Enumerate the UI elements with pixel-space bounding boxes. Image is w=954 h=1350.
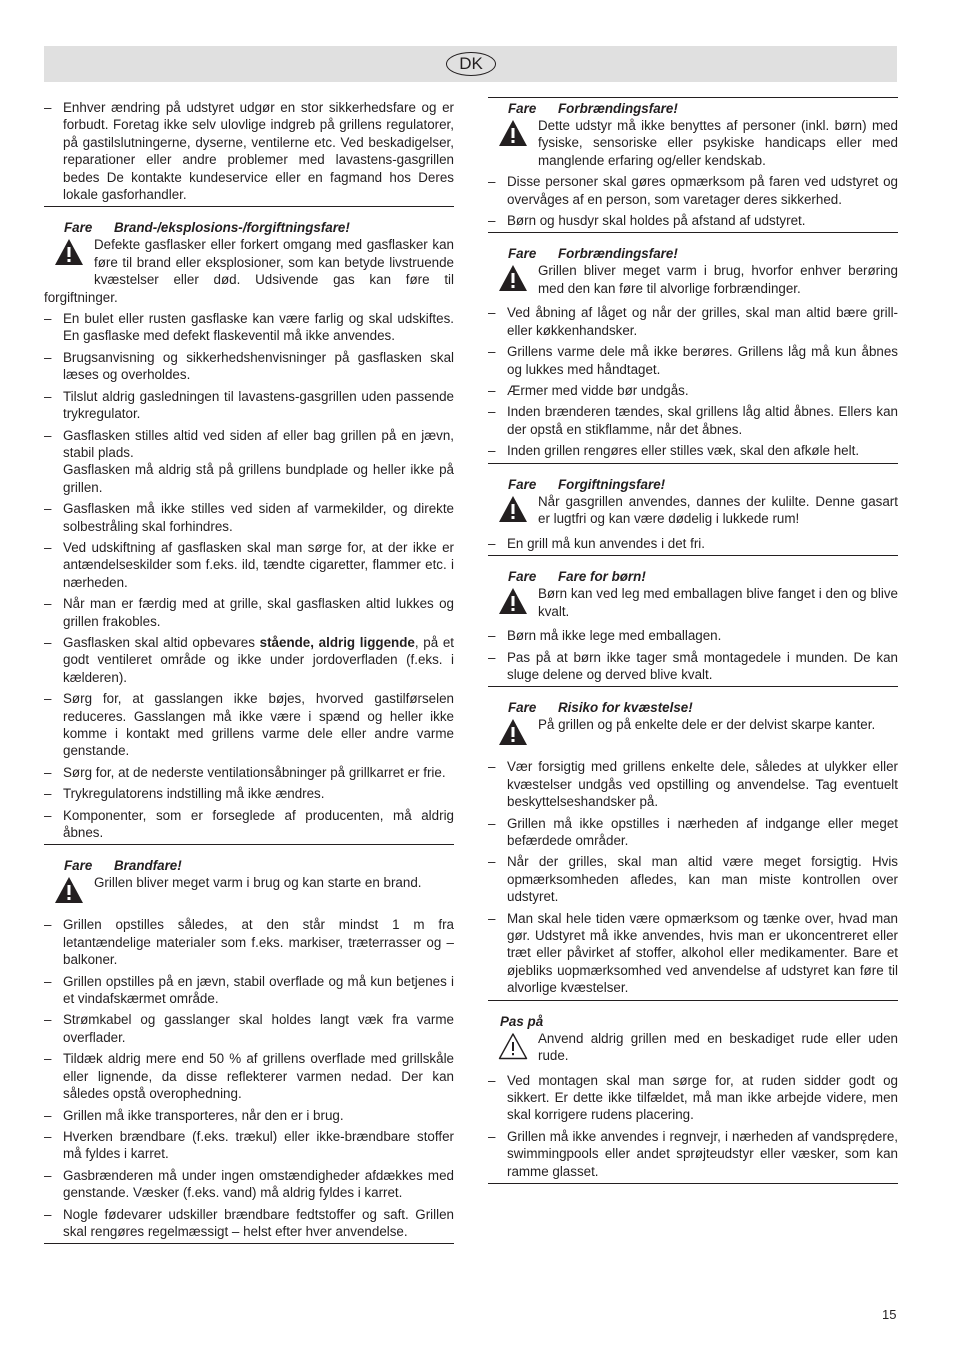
- warning-title: Forgiftningsfare!: [558, 476, 666, 492]
- warning-title: Fare for børn!: [558, 569, 646, 585]
- warning-block: [488, 476, 898, 531]
- warning-block: [488, 245, 898, 300]
- warning-label: Fare: [508, 569, 537, 585]
- list-item: – Ved åbning af låget og når der grilles, skal man altid bære grill- eller køkkenhandsker.: [488, 305, 898, 338]
- warning-label: Fare: [508, 246, 537, 262]
- list-item: – Komponenter, som er forseglede af producenten, må aldrig åbnes.: [44, 807, 454, 846]
- list-item: – Strømkabel og gasslanger skal holdes langt væk fra varme overflader.: [44, 1012, 454, 1045]
- list-item: – Når man er færdig med at grille, skal gasflasken altid lukkes og grillen frakobles.: [44, 596, 454, 629]
- list-item: – Inden grillen rengøres eller stilles væk, skal den afkøle helt.: [488, 442, 898, 463]
- warning-text: Grillen bliver meget varm i brug og kan starte en brand.: [94, 875, 422, 891]
- warning-block: [44, 857, 454, 912]
- list-item: – Ærmer med vidde bør undgås.: [488, 383, 689, 399]
- warning-title: Brand-/eksplosions-/forgiftningsfare!: [114, 220, 350, 236]
- warning-text: Dette udstyr må ikke benyttes af personer (inkl. børn) med fysiske, sensoriske eller psykiske handicaps eller med manglende erfaring og/eller kendskab.: [538, 118, 898, 168]
- caution-block: [488, 1013, 898, 1068]
- warning-triangle-icon: [488, 716, 538, 754]
- caution-triangle-icon: [488, 1030, 538, 1068]
- warning-triangle-icon: [488, 585, 538, 623]
- list-item: – Sørg for, at de nederste ventilationsåbninger på grillkarret er frie.: [44, 764, 446, 780]
- warning-label: Fare: [64, 220, 93, 236]
- list-item: – Gasflasken må ikke stilles ved siden af varmekilder, og direkte solbestråling skal forhindres.: [44, 501, 454, 534]
- warning-label: Fare: [508, 101, 537, 116]
- list-item: – Inden brænderen tændes, skal grillens låg altid åbnes. Ellers kan der opstå en stikflamme, når det åbnes.: [488, 404, 898, 437]
- list-item: – Ved udskiftning af gasflasken skal man sørge for, at der ikke er antændelseskilder som f.eks. ild, tændte cigaretter, flammer etc. i nærheden.: [44, 539, 454, 590]
- list-item: – Brugsanvisning og sikkerhedshenvisninger på gasflasken skal læses og overholdes.: [44, 349, 454, 383]
- list-item: – Når der grilles, skal man altid være meget forsigtig. Hvis opmærksomheden afledes, kan man miste kontrollen over udstyret.: [488, 854, 898, 905]
- warning-label: Fare: [508, 476, 537, 492]
- list-item: – Hverken brændbare (f.eks. trækul) eller ikke-brændbare stoffer må fyldes i karret.: [44, 1128, 454, 1162]
- list-item: – Grillens varme dele må ikke berøres. Grillens låg må kun åbnes og lukkes med håndtaget.: [488, 344, 898, 377]
- warning-label: Fare: [508, 700, 537, 716]
- list-item: – Sørg for, at gasslangen ikke bøjes, hvorved gastilførselen reduceres. Gasslangen må ikke være i spænd og heller ikke komme i kontakt med grillens varme dele eller andre varme genstande.: [44, 691, 454, 759]
- list-item: – Vær forsigtig med grillens enkelte dele, således at ulykker eller kvæstelser undgås ved opstilling og anvendelse. Tag eventuelt beskyttelseshandsker på.: [488, 759, 898, 810]
- list-item: – Disse personer skal gøres opmærksom på faren ved udstyret og overvåges af en person, som varetager deres sikkerhed.: [488, 174, 898, 207]
- page-number: 15: [882, 1307, 897, 1322]
- warning-text: Grillen bliver meget varm i brug, hvorfor enhver berøring med den kan føre til alvorlige forbrændinger.: [538, 263, 898, 296]
- warning-triangle-icon: [488, 493, 538, 531]
- list-item: – Tilslut aldrig gasledningen til lavastens-gasgrillen uden passende trykregulator.: [44, 388, 454, 422]
- list-item: – Grillen må ikke anvendes i regnvejr, i nærheden af vandsprędere, swimmingpools eller andet sprøjteudstyr eller væsker, som kan ramme glasset.: [488, 1128, 898, 1184]
- list-item: – Grillen opstilles således, at den står mindst 1 m fra letantændelige materialer som f.eks. markiser, træterrasser og –balkoner.: [44, 917, 454, 968]
- warning-title: Forbrændingsfare!: [558, 101, 678, 116]
- warning-triangle-icon: [488, 262, 538, 300]
- list-item: – Trykregulatorens indstilling må ikke ændres.: [44, 786, 325, 802]
- warning-title: Forbrændingsfare!: [558, 246, 678, 262]
- list-item: – Grillen opstilles på en jævn, stabil overflade og må kun betjenes i et vindafskærmet område.: [44, 973, 454, 1007]
- warning-text: Defekte gasflasker eller forkert omgang med gasflasker kan føre til brand eller eksplosioner, som kan betyde livstruende kvæstelser eller død. Udsivende gas kan føre til forgiftninger.: [44, 237, 454, 305]
- warning-text: Børn kan ved leg med emballagen blive fanget i den og blive kvalt.: [538, 586, 898, 619]
- list-item: – En bulet eller rusten gasflaske kan være farlig og skal udskiftes. En gasflaske med defekt flaskeventil må ikke anvendes.: [44, 311, 454, 344]
- list-item: – Enhver ændring på udstyret udgør en stor sikkerhedsfare og er forbudt. Foretag ikke selv ulovlige indgreb på grillens regulatorer, på gastilslutningerne, dyserne, ventilerne etc. Ved beskadigelser, reparationer eller andre problemer med lavastens-gasgrillen bedes De kontakte kundeservice eller en fagmand hos Deres lokale gasforhandler.: [44, 99, 454, 207]
- warning-label: Fare: [64, 858, 93, 874]
- list-item: – Grillen må ikke opstilles i nærheden af indgange eller meget befærdede områder.: [488, 815, 898, 848]
- list-item: – Gasflasken stilles altid ved siden af eller bag grillen på en jævn, stabil plads. Gasflasken må aldrig stå på grillens bundplade og heller ikke på grillen.: [44, 427, 454, 495]
- list-item: – Man skal hele tiden være opmærksom og tænke over, hvad man gør. Udstyret må ikke anvendes, hvis man er ukoncentreret eller træt eller påvirket af stoffer, alkohol eller medikamenter. Bare et øjebliks uopmærksomhed ved anvendelse af udstyret kan føre til alvorlige kvæstelser.: [488, 910, 898, 1001]
- caution-text: Anvend aldrig grillen med en beskadiget rude eller uden rude.: [538, 1030, 898, 1063]
- list-item: – Børn må ikke lege med emballagen.: [488, 628, 722, 644]
- language-badge: DK: [446, 52, 496, 76]
- warning-block: [488, 568, 898, 623]
- warning-triangle-icon: [488, 117, 538, 155]
- list-item: – Ved montagen skal man sørge for, at ruden sidder godt og sikkert. Er dette ikke tilfældet, må man ikke arbejde videre, men skal korrigere rudens placering.: [488, 1072, 898, 1123]
- right-column: [488, 97, 898, 1196]
- warning-block: [44, 219, 454, 306]
- warning-triangle-icon: [44, 236, 94, 274]
- list-item: – Pas på at børn ikke tager små montagedele i munden. De kan sluge delene og derved blive kvalt.: [488, 649, 898, 688]
- warning-text: På grillen og på enkelte dele er der delvist skarpe kanter.: [538, 717, 876, 733]
- warning-block: [488, 699, 898, 754]
- caution-label: Pas på: [500, 1013, 544, 1029]
- warning-text: Når gasgrillen anvendes, dannes der kulilte. Denne gasart er lugtfri og kan være dødelig i lukkede rum!: [538, 493, 898, 527]
- warning-block: [488, 97, 898, 169]
- list-item: – En grill må kun anvendes i det fri.: [488, 535, 898, 556]
- list-item: – Gasflasken skal altid opbevares stående, aldrig liggende, på et godt ventileret område og ikke under jordoverfladen (f.eks. i kælderen).: [44, 634, 455, 685]
- list-item: – Børn og husdyr skal holdes på afstand af udstyret.: [488, 212, 898, 233]
- warning-title: Brandfare!: [114, 858, 182, 874]
- list-item: – Nogle fødevarer udskiller brændbare fedtstoffer og saft. Grillen skal rengøres regelmæssigt – helst efter hver anvendelse.: [44, 1206, 454, 1245]
- list-item: – Tildæk aldrig mere end 50 % af grillens overflade med grillskåle eller lignende, da disse reflekterer varmen nedad. Der kan således opstå overophedning.: [44, 1051, 454, 1102]
- warning-title: Risiko for kvæstelse!: [558, 700, 693, 716]
- left-column: [44, 99, 454, 1256]
- warning-triangle-icon: [44, 874, 94, 912]
- list-item: – Gasbrænderen må under ingen omstændigheder afdækkes med genstande. Væsker (f.eks. vand) må aldrig fyldes i karret.: [44, 1167, 454, 1201]
- list-item: – Grillen må ikke transporteres, når den er i brug.: [44, 1107, 344, 1123]
